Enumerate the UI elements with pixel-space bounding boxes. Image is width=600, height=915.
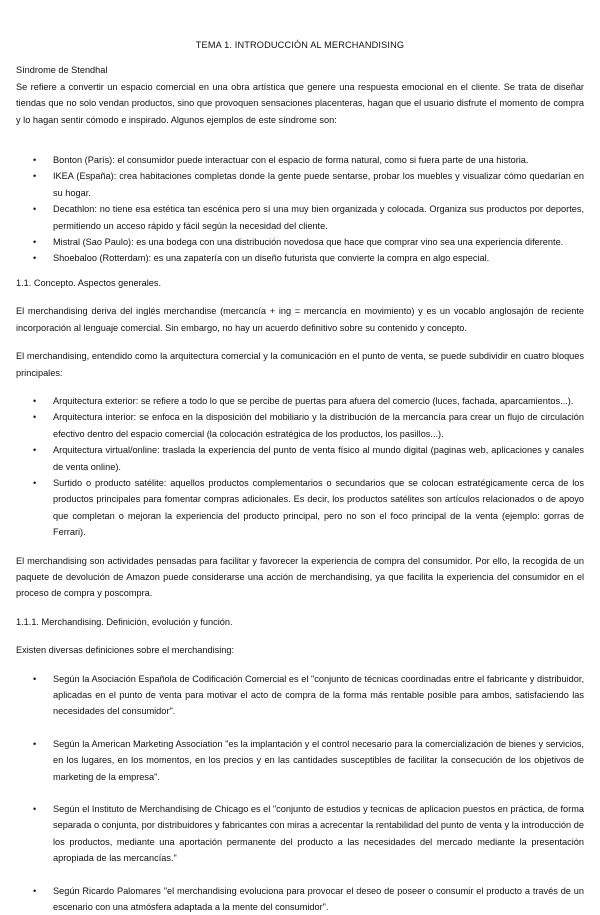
list-item: • Arquitectura exterior: se refiere a todo lo que se percibe de puertas para afuera del comercio (luces, fachada, aparcamientos...). bbox=[33, 393, 584, 409]
section-1-1-1-intro: Existen diversas definiciones sobre el merchandising: bbox=[16, 645, 235, 656]
section-1-1-paragraph-1: El merchandising deriva del inglés merchandise (mercancía + ing = mercancía en movimiento) y es un vocablo anglosajón de reciente incorporación al lenguaje comercial. Sin embargo, no hay un acuerdo definitivo sobre su contenido y concepto. bbox=[16, 306, 584, 333]
list-item: • Arquitectura virtual/online: traslada la experiencia del punto de venta físico al mundo digital (paginas web, aplicaciones y canales de venta online). bbox=[33, 442, 584, 475]
stendhal-heading: Síndrome de Stendhal bbox=[16, 65, 108, 76]
list-item: • Según la Asociación Española de Codificación Comercial es el "conjunto de técnicas coordinadas entre el fabricante y distribuidor, aplicadas en el punto de venta para motivar el acto de compra de la forma más rentable posible para ambos, satisfaciendo las necesidades del consumidor". bbox=[33, 671, 584, 720]
list-item: • Arquitectura interior: se enfoca en la disposición del mobiliario y la distribución de la mercancía para crear un flujo de circulación efectivo dentro del espacio comercial (la colocación estratégica de los productos, los pasillos...). bbox=[33, 409, 584, 442]
definitions-list bbox=[16, 671, 584, 915]
section-1-1-1-heading: 1.1.1. Merchandising. Definición, evolución y función. bbox=[16, 616, 233, 627]
list-item: • Según la American Marketing Association "es la implantación y el control necesario para la comercialización de bienes y servicios, en los lugares, en los momentos, en los precios y en las cantidades susceptibles de facilitar la consecución de los objetivos de marketing de la empresa". bbox=[33, 736, 584, 785]
section-1-1-paragraph-3: El merchandising son actividades pensadas para facilitar y favorecer la experiencia de compra del consumidor. Por ello, la recogida de un paquete de devolución de Amazon puede considerarse una acción de merchandising, ya que facilita la experiencia del consumidor en el proceso de compra y poscompra. bbox=[16, 555, 584, 599]
list-item: • IKEA (España): crea habitaciones completas donde la gente puede sentarse, probar los muebles y visualizar cómo quedarían en su hogar. bbox=[33, 168, 584, 201]
stendhal-examples-list bbox=[16, 152, 584, 267]
document-title: TEMA 1. INTRODUCCIÓN AL MERCHANDISING bbox=[195, 40, 405, 50]
document-page bbox=[16, 37, 584, 915]
list-item: • Según Ricardo Palomares "el merchandising evoluciona para provocar el deseo de poseer o consumir el producto a través de un escenario con una atmósfera adaptada a la mente del consumidor". bbox=[33, 883, 584, 915]
list-item: • Surtido o producto satélite: aquellos productos complementarios o secundarios que se colocan estratégicamente cerca de los productos principales para fomentar compras adicionales. Es decir, los productos satélites son artículos relacionados o de apoyo que completan o mejoran la experiencia del producto principal, pero no son el foco principal de la venta (ejemplo: gorras de Ferrari). bbox=[33, 475, 584, 541]
list-item: • Bonton (París): el consumidor puede interactuar con el espacio de forma natural, como si fuera parte de una historia. bbox=[33, 152, 584, 168]
section-1-1-paragraph-2: El merchandising, entendido como la arquitectura comercial y la comunicación en el punto de venta, se puede subdividir en cuatro bloques principales: bbox=[16, 351, 584, 378]
list-item: • Decathlon: no tiene esa estética tan escénica pero sí una muy bien organizada y colocada. Organiza sus productos por deportes, permitiendo un acceso rápido y fácil según la necesidad del cliente. bbox=[33, 201, 584, 234]
section-1-1-heading: 1.1. Concepto. Aspectos generales. bbox=[16, 277, 162, 288]
stendhal-intro: Se refiere a convertir un espacio comercial en una obra artística que genere una respuesta emocional en el cliente. Se trata de diseñar tiendas que no solo vendan productos, sino que provoquen sensaciones placenteras, hagan que el usuario disfrute el momento de compra y lo hagan sentir cómodo e inspirado. Algunos ejemplos de este síndrome son: bbox=[16, 81, 584, 125]
merchandising-blocks-list bbox=[16, 393, 584, 541]
list-item: • Mistral (Sao Paulo): es una bodega con una distribución novedosa que hace que comprar vino sea una experiencia diferente. bbox=[33, 234, 584, 250]
list-item: • Shoebaloo (Rotterdam): es una zapatería con un diseño futurista que convierte la compra en algo especial. bbox=[33, 250, 584, 266]
list-item: • Según el Instituto de Merchandising de Chicago es el "conjunto de estudios y tecnicas de aplicacion puestos en práctica, de forma separada o conjunta, por distribuidores y fabricantes con miras a acrecentar la rentabilidad del punto de venta y la introducción de los productos, mediante una aportación permanente del producto a las necesidades del mercado mediante la presentación apropiada de las mercancías." bbox=[33, 801, 584, 867]
